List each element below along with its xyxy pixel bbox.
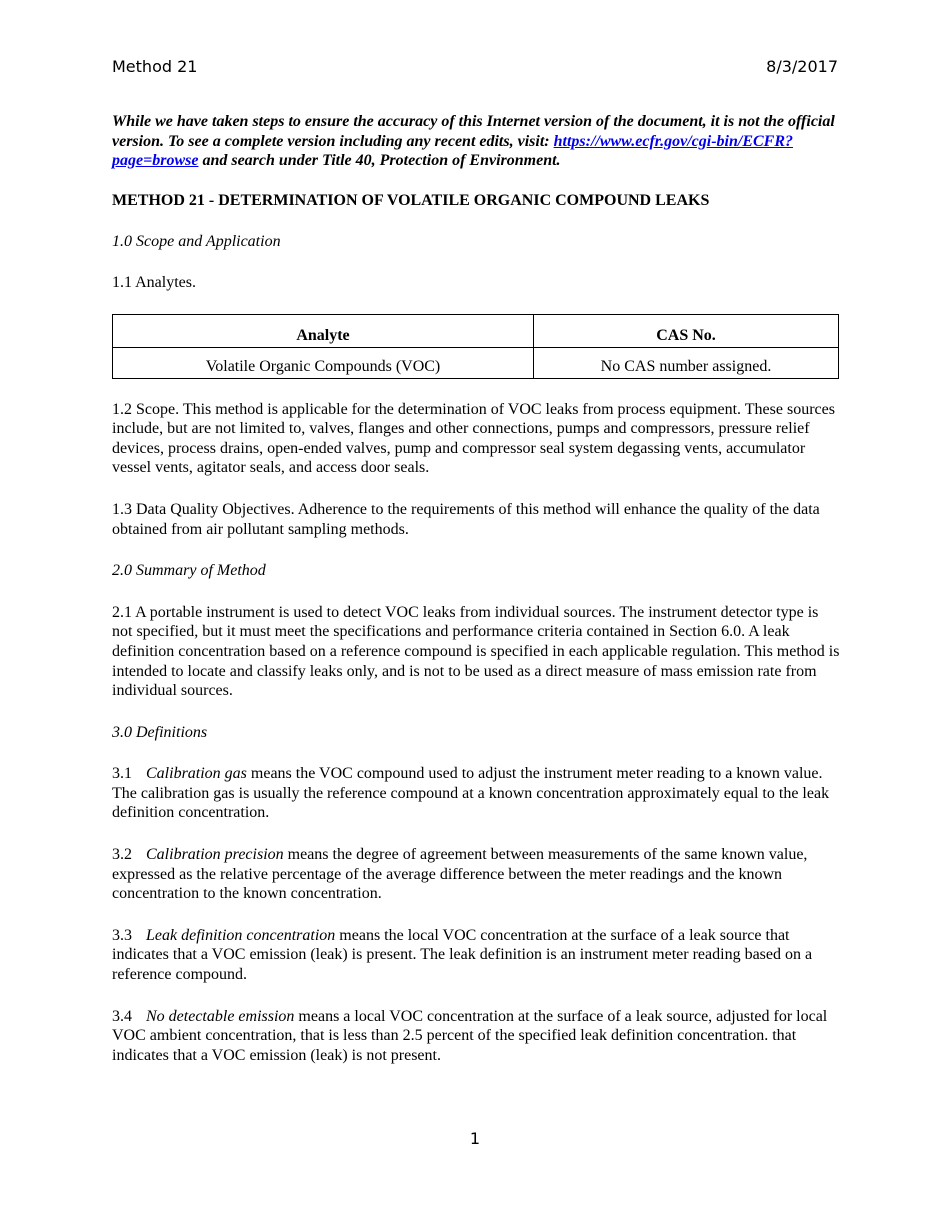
disclaimer-text-after: and search under Title 40, Protection of Environment. [198, 152, 561, 170]
disclaimer-text-before: While we have taken steps to ensure the accuracy of this Internet version of the document, it is not the official version. To see a complete version including any recent edits, visit: [112, 113, 835, 150]
definition-number: 3.4 [112, 1007, 132, 1025]
method-title: METHOD 21 - DETERMINATION OF VOLATILE ORGANIC COMPOUND LEAKS [112, 191, 710, 209]
table-cell-cas-no: No CAS number assigned. [534, 347, 839, 378]
definition-3-3 [112, 926, 840, 985]
definition-number: 3.1 [112, 765, 132, 783]
definition-3-1 [112, 764, 840, 823]
definition-text: means the VOC compound used to adjust the instrument meter reading to a known value. The calibration gas is usually the reference compound at a known concentration approximately equal to the leak definition concentration. [112, 765, 830, 822]
document-body [112, 112, 840, 1065]
definition-term: Calibration precision [146, 846, 284, 864]
header-method-name: Method 21 [112, 57, 198, 76]
ecfr-link[interactable]: https://www.ecfr.gov/cgi-bin/ECFR?page=browse [112, 132, 794, 170]
table-cell-analyte: Volatile Organic Compounds (VOC) [113, 347, 534, 378]
definition-number: 3.3 [112, 926, 132, 944]
table-header-row [113, 314, 839, 347]
definition-number: 3.2 [112, 846, 132, 864]
header-date: 8/3/2017 [766, 57, 838, 76]
definition-text: means the local VOC concentration at the surface of a leak source that indicates that a VOC emission (leak) is present. The leak definition is an instrument meter reading based on a reference compound. [112, 926, 813, 984]
section-1-2-scope: 1.2 Scope. This method is applicable for the determination of VOC leaks from process equipment. These sources include, but are not limited to, valves, flanges and other connections, pumps and compressors, pressure relief devices, process drains, open-ended valves, pump and compressor seal system degassing vents, accumulator vessel vents, agitator seals, and access door seals. [112, 400, 835, 477]
table-row [113, 347, 839, 378]
definition-term: Leak definition concentration [146, 926, 336, 944]
section-1-1-analytes: 1.1 Analytes. [112, 273, 196, 291]
page-number: 1 [469, 1129, 481, 1148]
definition-3-4 [112, 1007, 840, 1066]
section-3-heading: 3.0 Definitions [112, 723, 208, 741]
definition-3-2 [112, 845, 840, 904]
definition-text: means a local VOC concentration at the surface of a leak source, adjusted for local VOC ambient concentration, that is less than 2.5 percent of the specified leak definition concentration. that indicates that a VOC emission (leak) is not present. [112, 1007, 828, 1064]
section-2-1-summary: 2.1 A portable instrument is used to detect VOC leaks from individual sources. The instrument detector type is not specified, but it must meet the specifications and performance criteria contained in Section 6.0. A leak definition concentration based on a reference compound is specified in each applicable regulation. This method is intended to locate and classify leaks only, and is not to be used as a direct measure of mass emission rate from individual sources. [112, 603, 840, 700]
definition-term: Calibration gas [146, 765, 247, 783]
section-1-3-data-quality: 1.3 Data Quality Objectives. Adherence to the requirements of this method will enhance the quality of the data obtained from air pollutant sampling methods. [112, 500, 820, 538]
table-header-analyte: Analyte [113, 314, 534, 347]
analytes-table [112, 314, 839, 379]
table-header-cas-no: CAS No. [534, 314, 839, 347]
disclaimer-notice [112, 112, 840, 171]
definition-term: No detectable emission [146, 1007, 295, 1025]
definition-text: means the degree of agreement between measurements of the same known value, expressed as the relative percentage of the average difference between the meter readings and the known concentration to the known concentration. [112, 846, 808, 903]
section-1-heading: 1.0 Scope and Application [112, 233, 281, 251]
section-2-heading: 2.0 Summary of Method [112, 562, 266, 580]
